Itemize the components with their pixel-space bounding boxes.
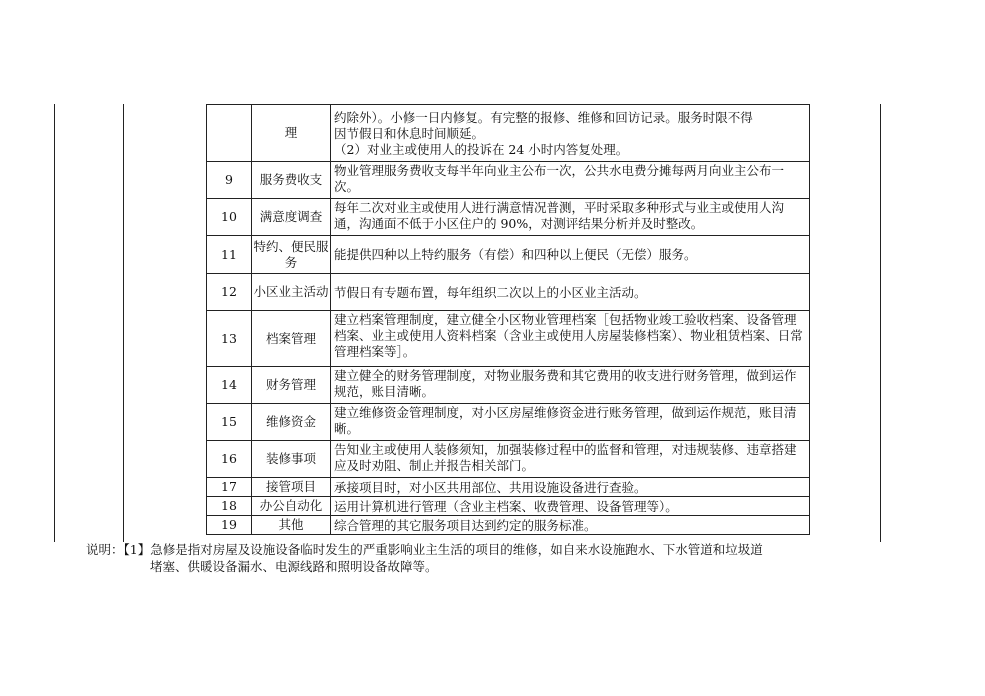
row-number: 14 (207, 367, 252, 404)
footnote-line: 堵塞、供暖设备漏水、电源线路和照明设备故障等。 (150, 559, 438, 574)
row-description: 节假日有专题布置，每年组织二次以上的小区业主活动。 (331, 274, 810, 311)
row-description: 每年二次对业主或使用人进行满意情况普测，平时采取多种形式与业主或使用人沟通，沟通面不低于小区住户的 90%，对测评结果分析并及时整改。 (331, 199, 810, 236)
desc-line: （2）对业主或使用人的投诉在 24 小时内答复处理。 (334, 141, 629, 157)
row-number (207, 105, 252, 162)
table-row (207, 311, 810, 367)
row-item: 其他 (252, 516, 331, 535)
row-number: 11 (207, 236, 252, 274)
row-item: 小区业主活动 (252, 274, 331, 311)
row-item: 装修事项 (252, 441, 331, 478)
table-row (207, 516, 810, 535)
row-description: 告知业主或使用人装修须知，加强装修过程中的监督和管理，对违规装修、违章搭建应及时劝阻、制止并报告相关部门。 (331, 441, 810, 478)
table-border-right (880, 104, 881, 542)
row-item: 服务费收支 (252, 162, 331, 199)
row-item: 档案管理 (252, 311, 331, 367)
row-description: 建立健全的财务管理制度，对物业服务费和其它费用的收支进行财务管理，做到运作规范，账目清晰。 (331, 367, 810, 404)
row-item: 接管项目 (252, 478, 331, 497)
desc-line: 因节假日和休息时间顺延。 (334, 125, 485, 141)
desc-line: 约除外）。小修一日内修复。有完整的报修、维修和回访记录。服务时限不得 (334, 109, 753, 125)
row-number: 12 (207, 274, 252, 311)
row-item: 理 (252, 105, 331, 162)
table-row (207, 404, 810, 441)
table-row (207, 162, 810, 199)
row-description: 承接项目时，对小区共用部位、共用设施设备进行查验。 (331, 478, 810, 497)
table-row (207, 478, 810, 497)
row-number: 9 (207, 162, 252, 199)
table-row (207, 441, 810, 478)
row-description: 综合管理的其它服务项目达到约定的服务标准。 (331, 516, 810, 535)
row-number: 18 (207, 497, 252, 516)
table-row (207, 199, 810, 236)
row-description: 能提供四种以上特约服务（有偿）和四种以上便民（无偿）服务。 (331, 236, 810, 274)
row-description (331, 105, 810, 162)
row-number: 13 (207, 311, 252, 367)
table-row (207, 236, 810, 274)
row-item: 维修资金 (252, 404, 331, 441)
table-row (207, 497, 810, 516)
row-item: 特约、便民服务 (252, 236, 331, 274)
row-description: 运用计算机进行管理（含业主档案、收费管理、设备管理等）。 (331, 497, 810, 516)
row-item: 满意度调查 (252, 199, 331, 236)
footnote (86, 541, 886, 575)
row-number: 16 (207, 441, 252, 478)
row-number: 15 (207, 404, 252, 441)
row-number: 10 (207, 199, 252, 236)
row-description: 物业管理服务费收支每半年向业主公布一次，公共水电费分摊每两月向业主公布一次。 (331, 162, 810, 199)
row-item: 办公自动化 (252, 497, 331, 516)
row-description: 建立维修资金管理制度，对小区房屋维修资金进行账务管理，做到运作规范，账目清晰。 (331, 404, 810, 441)
table-row (207, 105, 810, 162)
table-border-col2 (123, 104, 124, 542)
service-standard-table (206, 104, 810, 535)
footnote-line: 说明：【1】急修是指对房屋及设施设备临时发生的严重影响业主生活的项目的维修，如自来水设施跑水、下水管道和垃圾道 (86, 542, 763, 557)
row-item: 财务管理 (252, 367, 331, 404)
table-row (207, 274, 810, 311)
table-border-left (54, 104, 55, 542)
row-number: 17 (207, 478, 252, 497)
table-row (207, 367, 810, 404)
row-number: 19 (207, 516, 252, 535)
row-description: 建立档案管理制度，建立健全小区物业管理档案［包括物业竣工验收档案、设备管理档案、业主或使用人资料档案（含业主或使用人房屋装修档案）、物业租赁档案、日常管理档案等］。 (331, 311, 810, 367)
